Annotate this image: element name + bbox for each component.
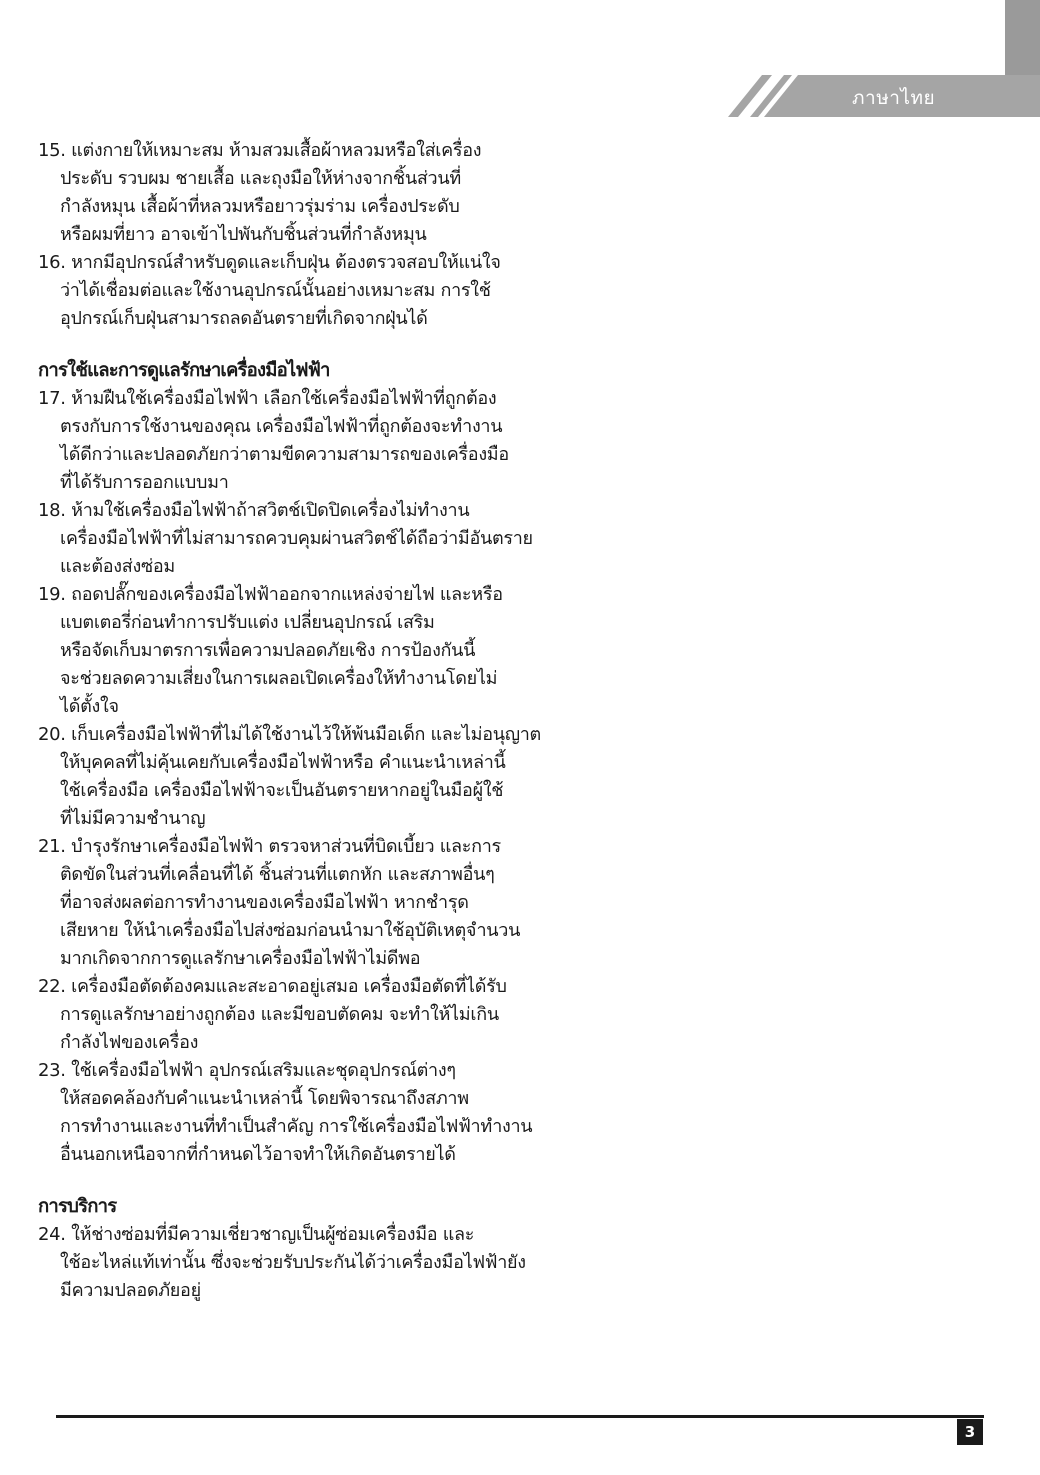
instruction-text: ติดขัดในส่วนที่เคลื่อนที่ได้ ชิ้นส่วนที่แตกหัก และสภาพอื่นๆ — [60, 864, 495, 885]
instruction-first-line — [38, 833, 512, 861]
instruction-line — [38, 221, 512, 249]
instruction-text: เก็บเครื่องมือไฟฟ้าที่ไม่ได้ใช้งานไว้ให้พ้นมือเด็ก และไม่อนุญาต — [71, 724, 541, 745]
instruction-text: การดูแลรักษาอย่างถูกต้อง และมีขอบตัดคม จะทำให้ไม่เกิน — [60, 1004, 499, 1025]
instruction-text: ใช้อะไหล่แท้เท่านั้น ซึ่งจะช่วยรับประกันได้ว่าเครื่องมือไฟฟ้ายัง — [60, 1252, 526, 1273]
instruction-line — [38, 665, 512, 693]
instruction-text: ได้ตั้งใจ — [60, 696, 119, 717]
instruction-item — [38, 833, 521, 973]
instruction-first-line — [38, 249, 512, 277]
instruction-line — [38, 553, 512, 581]
instruction-number: 18. — [38, 500, 66, 521]
instruction-first-line — [38, 1221, 512, 1249]
instruction-line — [38, 805, 512, 833]
instruction-number: 17. — [38, 388, 66, 409]
section-gap — [38, 333, 512, 357]
instruction-text: ให้สอดคล้องกับคำแนะนำเหล่านี้ โดยพิจารณาถึงสภาพ — [60, 1088, 469, 1109]
instruction-item — [38, 721, 541, 833]
instruction-text: ว่าได้เชื่อมต่อและใช้งานอุปกรณ์นั้นอย่างเหมาะสม การใช้ — [60, 280, 491, 301]
instruction-text: อื่นนอกเหนือจากที่กำหนดไว้อาจทำให้เกิดอันตรายได้ — [60, 1144, 456, 1165]
corner-tab — [1005, 0, 1040, 75]
page-number: 3 — [957, 1419, 983, 1445]
instruction-text: เครื่องมือไฟฟ้าที่ไม่สามารถควบคุมผ่านสวิตช์ได้ถือว่ามีอันตราย — [60, 528, 533, 549]
instruction-text: กำลังหมุน เสื้อผ้าที่หลวมหรือยาวรุ่มร่าม เครื่องประดับ — [60, 196, 460, 217]
instruction-text: กำลังไฟของเครื่อง — [60, 1032, 199, 1053]
instruction-text: เสียหาย ให้นำเครื่องมือไปส่งซ่อมก่อนนำมาใช้อุบัติเหตุจำนวน — [60, 920, 521, 941]
instruction-first-line — [38, 721, 541, 749]
instruction-text: และต้องส่งซ่อม — [60, 556, 175, 577]
instruction-number: 16. — [38, 252, 66, 273]
instruction-text: ที่ไม่มีความชำนาญ — [60, 808, 206, 829]
section-heading: การบริการ — [38, 1196, 117, 1217]
instruction-text: หากมีอุปกรณ์สำหรับดูดและเก็บฝุ่น ต้องตรวจสอบให้แน่ใจ — [71, 252, 501, 273]
instruction-item — [38, 1221, 526, 1305]
instruction-text: หรือผมที่ยาว อาจเข้าไปพันกับชิ้นส่วนที่กำลังหมุน — [60, 224, 427, 245]
instruction-line — [38, 469, 512, 497]
instruction-line — [38, 917, 521, 945]
instruction-line — [38, 609, 512, 637]
instruction-text: ห้ามฝืนใช้เครื่องมือไฟฟ้า เลือกใช้เครื่องมือไฟฟ้าที่ถูกต้อง — [71, 388, 497, 409]
instruction-line — [38, 525, 533, 553]
instruction-text: มีความปลอดภัยอยู่ — [60, 1280, 201, 1301]
instruction-text: ให้ช่างซ่อมที่มีความเชี่ยวชาญเป็นผู้ซ่อมเครื่องมือ และ — [71, 1224, 475, 1245]
instruction-text: ให้บุคคลที่ไม่คุ้นเคยกับเครื่องมือไฟฟ้าหรือ คำแนะนำเหล่านี้ — [60, 752, 506, 773]
instruction-first-line — [38, 973, 512, 1001]
instruction-text: ใช้เครื่องมือไฟฟ้า อุปกรณ์เสริมและชุดอุปกรณ์ต่างๆ — [71, 1060, 456, 1081]
instruction-text: จะช่วยลดความเสี่ยงในการเผลอเปิดเครื่องให้ทำงานโดยไม่ — [60, 668, 498, 689]
instruction-text: การทำงานและงานที่ทำเป็นสำคัญ การใช้เครื่องมือไฟฟ้าทำงาน — [60, 1116, 533, 1137]
instruction-item — [38, 1057, 533, 1169]
instruction-line — [38, 777, 512, 805]
instruction-text: แต่งกายให้เหมาะสม ห้ามสวมเสื้อผ้าหลวมหรือใส่เครื่อง — [71, 140, 482, 161]
instruction-item — [38, 973, 512, 1057]
instruction-line — [38, 441, 512, 469]
instruction-text: เครื่องมือตัดต้องคมและสะอาดอยู่เสมอ เครื่องมือตัดที่ได้รับ — [71, 976, 507, 997]
instruction-line — [38, 1029, 512, 1057]
instruction-first-line — [38, 137, 512, 165]
instruction-line — [38, 749, 512, 777]
instruction-item — [38, 497, 533, 581]
instruction-line — [38, 193, 512, 221]
instruction-text: ถอดปลั๊กของเครื่องมือไฟฟ้าออกจากแหล่งจ่ายไฟ และหรือ — [71, 584, 503, 605]
instruction-item — [38, 385, 512, 497]
instruction-line — [38, 1277, 512, 1305]
instruction-line — [38, 861, 512, 889]
footer-rule — [56, 1415, 984, 1418]
instruction-line — [38, 413, 512, 441]
section-heading: การใช้และการดูแลรักษาเครื่องมือไฟฟ้า — [38, 360, 330, 381]
instruction-line — [38, 693, 512, 721]
instruction-number: 24. — [38, 1224, 66, 1245]
instruction-text: ใช้เครื่องมือ เครื่องมือไฟฟ้าจะเป็นอันตรายหากอยู่ในมือผู้ใช้ — [60, 780, 504, 801]
instruction-text: ตรงกับการใช้งานของคุณ เครื่องมือไฟฟ้าที่ถูกต้องจะทำงาน — [60, 416, 503, 437]
instruction-first-line — [38, 581, 512, 609]
instruction-text: แบตเตอรี่ก่อนทำการปรับแต่ง เปลี่ยนอุปกรณ์ เสริม — [60, 612, 435, 633]
instruction-number: 15. — [38, 140, 66, 161]
instruction-line — [38, 277, 512, 305]
instruction-line — [38, 637, 512, 665]
instruction-line — [38, 1001, 512, 1029]
instruction-text: ที่ได้รับการออกแบบมา — [60, 472, 229, 493]
instruction-text: ประดับ รวบผม ชายเสื้อ และถุงมือให้ห่างจากชิ้นส่วนที่ — [60, 168, 461, 189]
instruction-number: 22. — [38, 976, 66, 997]
instruction-item — [38, 137, 512, 249]
instruction-text: มากเกิดจากการดูแลรักษาเครื่องมือไฟฟ้าไม่ดีพอ — [60, 948, 421, 969]
instruction-line — [38, 305, 512, 333]
instruction-number: 19. — [38, 584, 66, 605]
instruction-text: ห้ามใช้เครื่องมือไฟฟ้าถ้าสวิตช์เปิดปิดเครื่องไม่ทำงาน — [71, 500, 470, 521]
instruction-text: อุปกรณ์เก็บฝุ่นสามารถลดอันตรายที่เกิดจากฝุ่นได้ — [60, 308, 428, 329]
instruction-text: ได้ดีกว่าและปลอดภัยกว่าตามขีดความสามารถของเครื่องมือ — [60, 444, 509, 465]
instruction-line — [38, 1249, 526, 1277]
instruction-line — [38, 1141, 512, 1169]
safety-instructions-content — [38, 137, 541, 1305]
instruction-line — [38, 1085, 512, 1113]
instruction-item — [38, 249, 512, 333]
instruction-number: 20. — [38, 724, 66, 745]
instruction-text: หรือจัดเก็บมาตรการเพื่อความปลอดภัยเชิง การป้องกันนี้ — [60, 640, 476, 661]
instruction-first-line — [38, 385, 512, 413]
instruction-text: ที่อาจส่งผลต่อการทำงานของเครื่องมือไฟฟ้า หากชำรุด — [60, 892, 469, 913]
language-label: ภาษาไทย — [852, 87, 936, 109]
instruction-first-line — [38, 497, 512, 525]
instruction-line — [38, 165, 512, 193]
instruction-first-line — [38, 1057, 512, 1085]
instruction-text: บำรุงรักษาเครื่องมือไฟฟ้า ตรวจหาส่วนที่บิดเบี้ยว และการ — [71, 836, 501, 857]
instruction-number: 21. — [38, 836, 66, 857]
instruction-line — [38, 1113, 533, 1141]
instruction-item — [38, 581, 512, 721]
instruction-number: 23. — [38, 1060, 66, 1081]
section-gap — [38, 1169, 512, 1193]
instruction-line — [38, 889, 512, 917]
instruction-line — [38, 945, 512, 973]
